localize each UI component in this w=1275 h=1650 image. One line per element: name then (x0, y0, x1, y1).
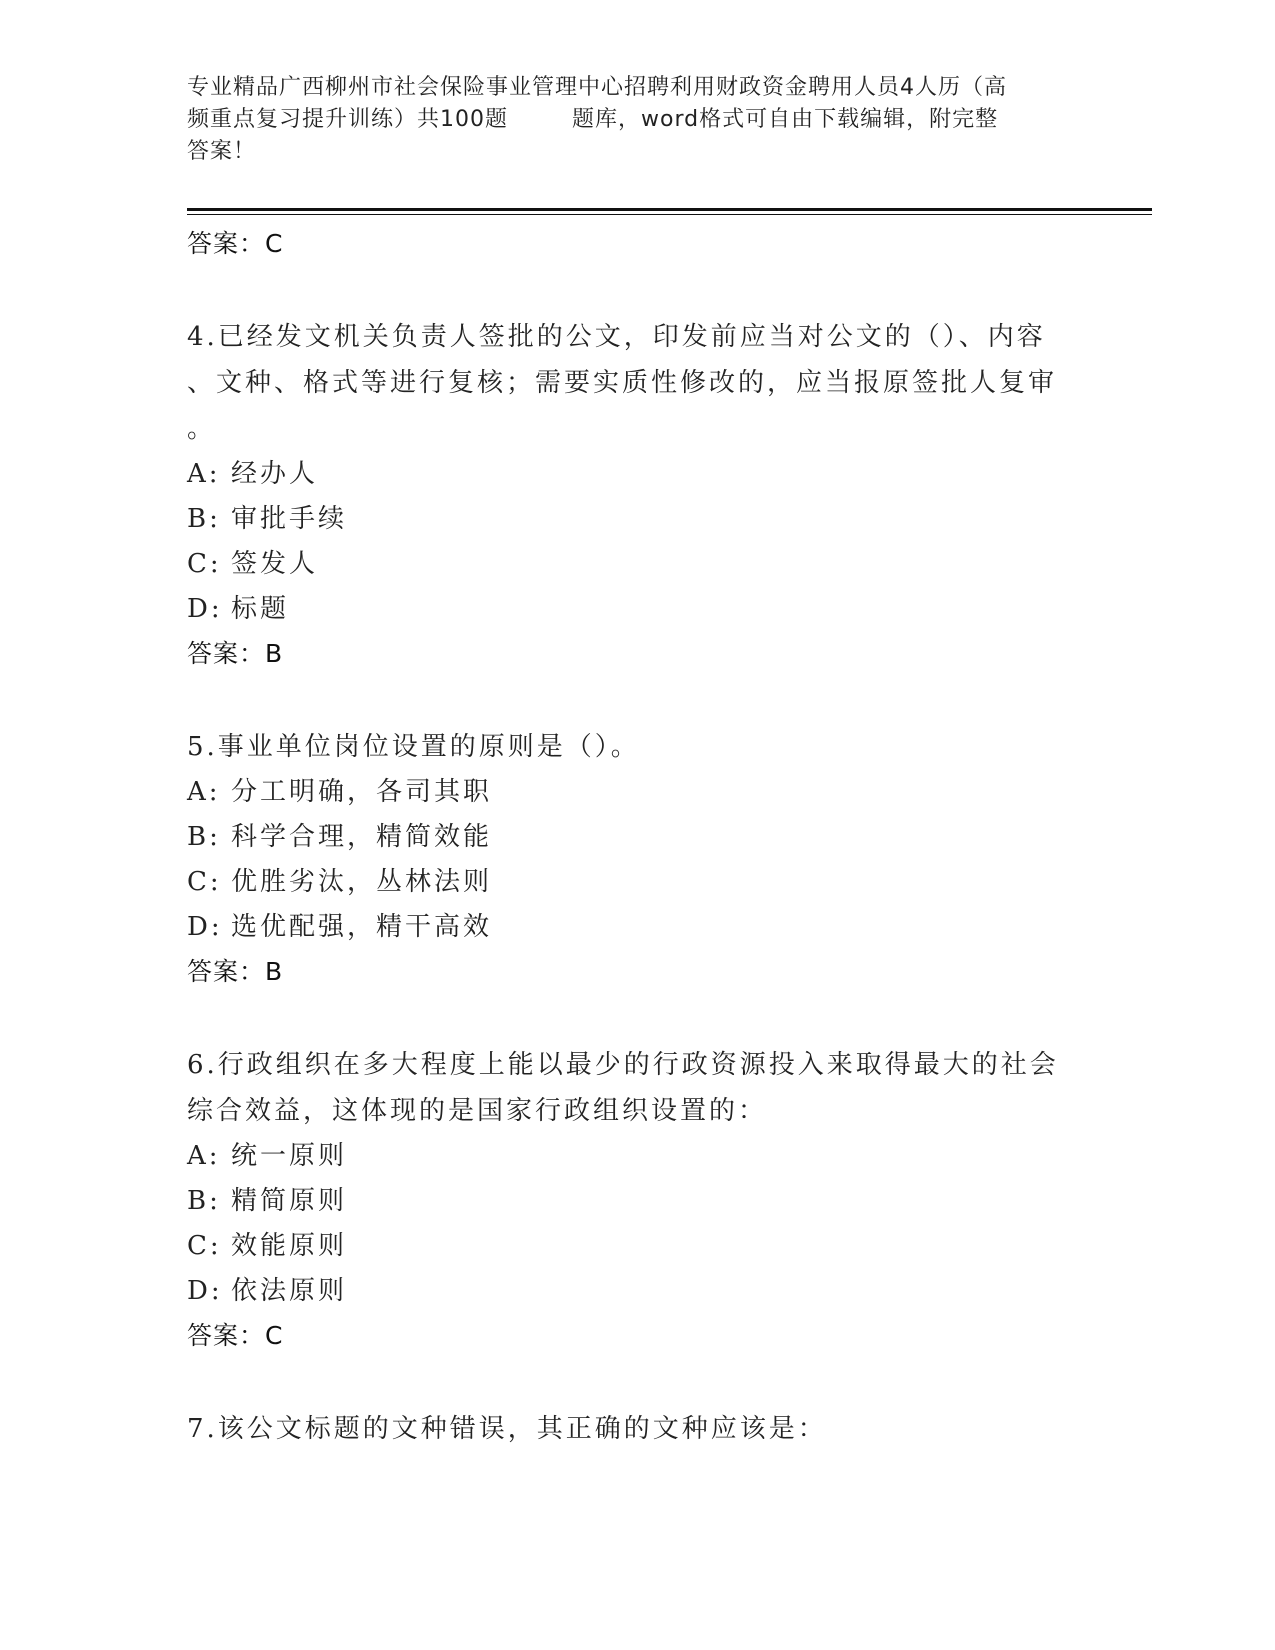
option-text: 科学合理，精简效能 (231, 822, 493, 852)
question-block (187, 1406, 1087, 1452)
option-text: 标题 (231, 594, 290, 624)
option-label: D: (187, 594, 223, 624)
option-a (187, 452, 1087, 497)
option-text: 依法原则 (231, 1276, 348, 1306)
option-label: D: (187, 912, 223, 942)
question-text (187, 1042, 1087, 1134)
option-text: 分工明确，各司其职 (231, 777, 493, 807)
option-label: B: (187, 504, 221, 534)
option-text: 选优配强，精干高效 (231, 912, 493, 942)
option-label: B: (187, 1186, 221, 1216)
page-header (187, 72, 1087, 168)
option-d (187, 1269, 1087, 1314)
header-divider-thick (187, 208, 1152, 211)
answer-line: 答案：C (187, 1321, 284, 1350)
answer-line: 答案：C (187, 229, 284, 258)
question-line: 、文种、格式等进行复核；需要实质性修改的，应当报原签批人复审 (187, 368, 1058, 398)
answer-line: 答案：B (187, 639, 284, 668)
header-divider-thin (187, 214, 1152, 215)
option-b (187, 497, 1087, 542)
question-block (187, 724, 1087, 994)
option-text: 优胜劣汰，丛林法则 (231, 867, 493, 897)
option-label: C: (187, 867, 222, 897)
option-text: 效能原则 (231, 1231, 348, 1261)
option-label: A: (187, 459, 221, 489)
option-text: 精简原则 (231, 1186, 348, 1216)
option-b (187, 815, 1087, 860)
question-text (187, 724, 1087, 770)
question-line: 5.事业单位岗位设置的原则是（）。 (187, 732, 640, 762)
question-text (187, 314, 1087, 452)
option-text: 统一原则 (231, 1141, 348, 1171)
header-line-2 (187, 104, 1087, 136)
option-label: D: (187, 1276, 223, 1306)
question-line: 综合效益，这体现的是国家行政组织设置的： (187, 1096, 768, 1126)
option-text: 经办人 (231, 459, 319, 489)
option-label: C: (187, 549, 222, 579)
document-body (187, 222, 1087, 1452)
header-line-2a: 频重点复习提升训练）共100题 (187, 107, 508, 132)
question-text (187, 1406, 1087, 1452)
header-line-3: 答案！ (187, 139, 257, 164)
option-text: 审批手续 (231, 504, 348, 534)
option-d (187, 905, 1087, 950)
question-line: 7.该公文标题的文种错误，其正确的文种应该是： (187, 1414, 827, 1444)
option-c (187, 542, 1087, 587)
option-label: A: (187, 1141, 221, 1171)
option-text: 签发人 (231, 549, 319, 579)
option-label: B: (187, 822, 221, 852)
header-line-2b: 题库，word格式可自由下载编辑，附完整 (572, 107, 999, 132)
option-label: C: (187, 1231, 222, 1261)
question-line: 。 (187, 414, 217, 444)
question-line: 4.已经发文机关负责人签批的公文，印发前应当对公文的（）、内容 (187, 322, 1046, 352)
option-c (187, 860, 1087, 905)
option-b (187, 1179, 1087, 1224)
question-line: 6.行政组织在多大程度上能以最少的行政资源投入来取得最大的社会 (187, 1050, 1059, 1080)
header-line-1: 专业精品广西柳州市社会保险事业管理中心招聘利用财政资金聘用人员4人历（高 (187, 75, 1007, 100)
option-c (187, 1224, 1087, 1269)
question-block (187, 1042, 1087, 1358)
option-a (187, 1134, 1087, 1179)
question-block (187, 314, 1087, 676)
answer-line: 答案：B (187, 957, 284, 986)
option-a (187, 770, 1087, 815)
option-d (187, 587, 1087, 632)
option-label: A: (187, 777, 221, 807)
